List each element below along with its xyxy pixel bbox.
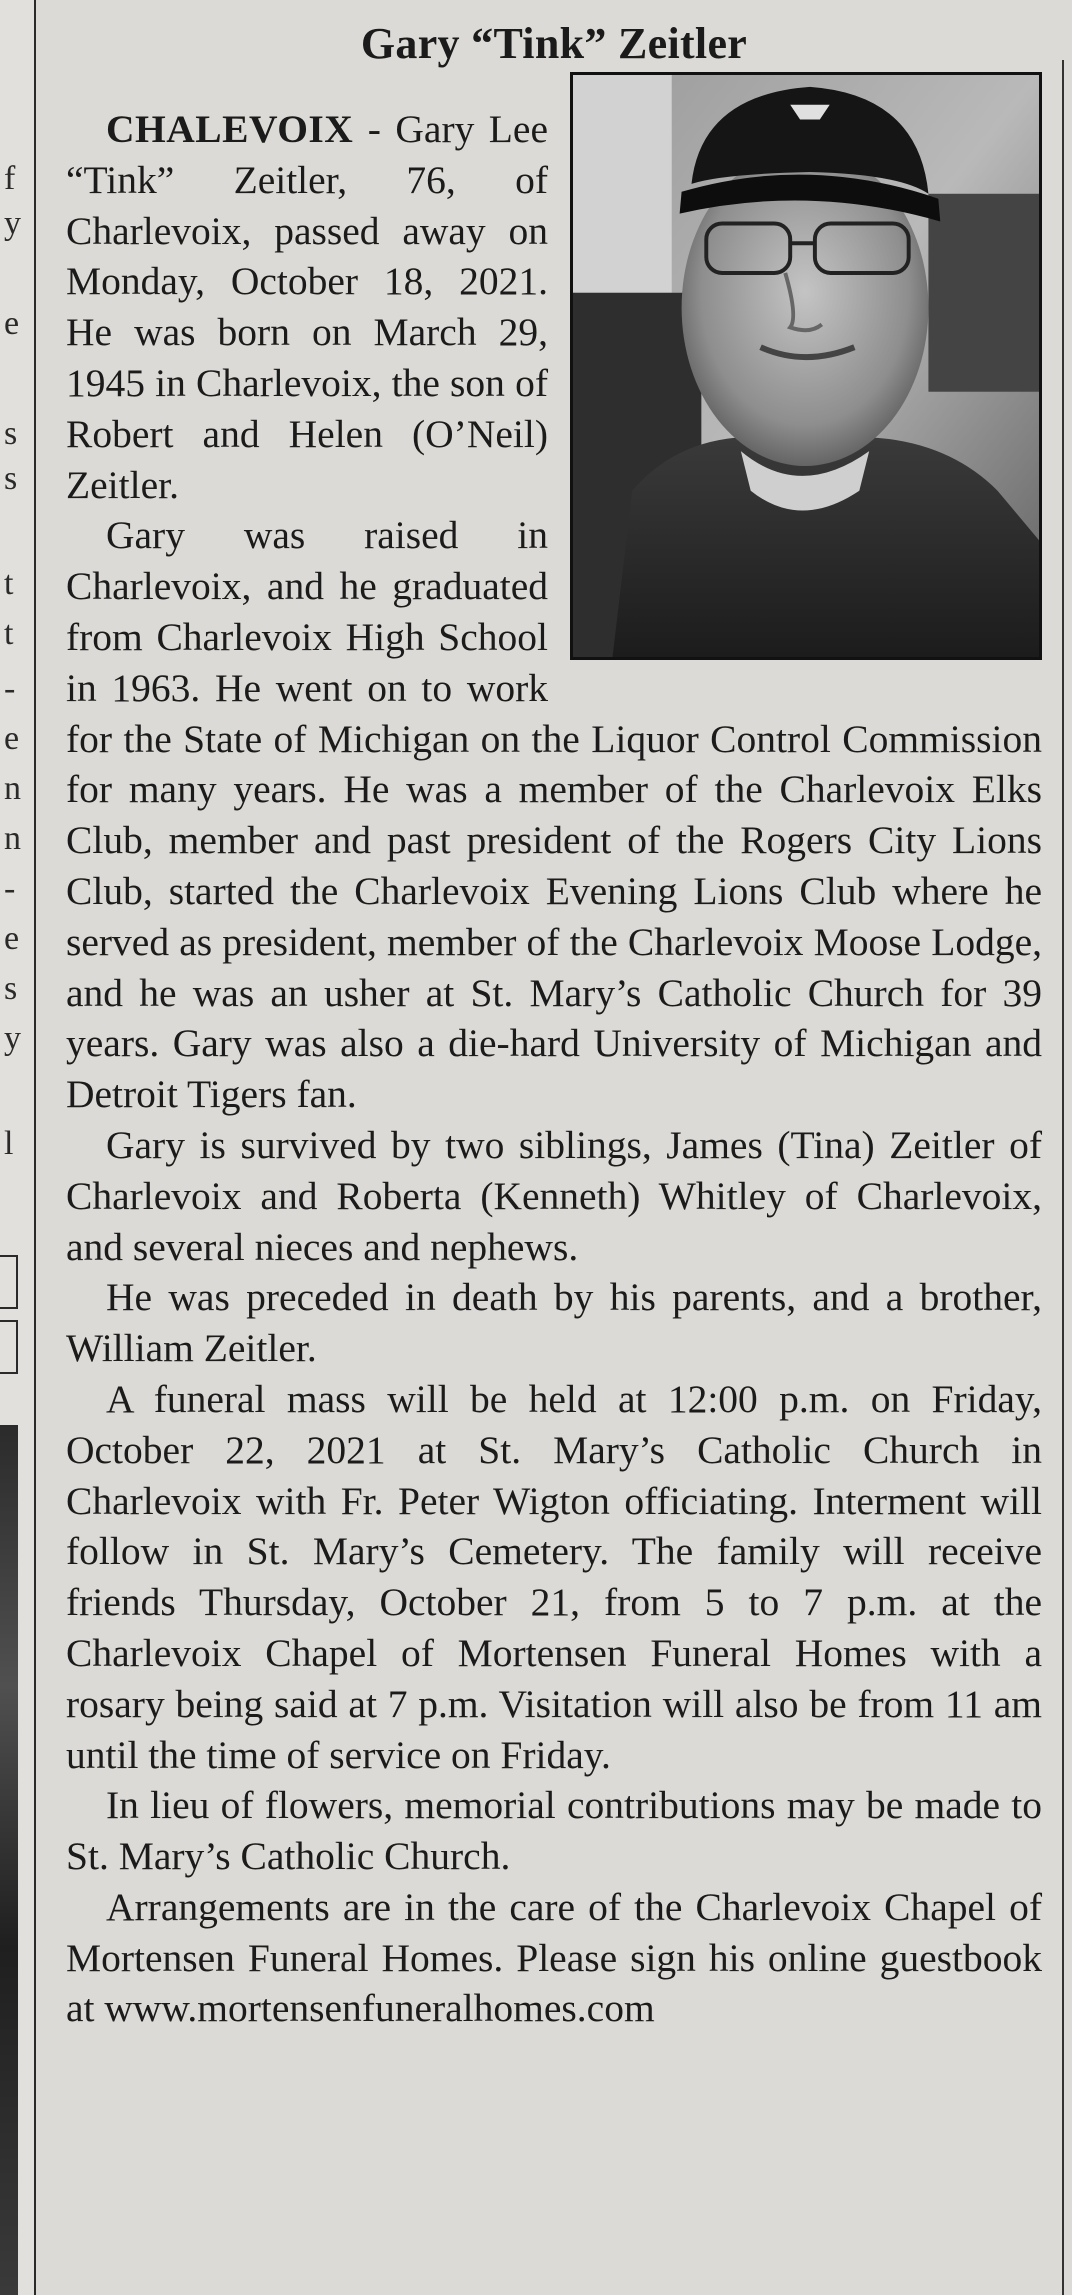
fragment-letter: y [4,205,21,242]
paragraph-6: In lieu of flowers, memorial contributions may be made to St. Mary’s Catholic Church. [66,1783,1042,1879]
fragment-letter: l [4,1125,14,1162]
fragment-letter: t [4,565,14,602]
column-border [1062,60,1064,2295]
fragment-box [0,1320,18,1374]
adjacent-column-fragment [0,0,34,2295]
column-divider [34,0,36,2295]
portrait-photo [570,72,1042,660]
fragment-letter: y [4,1020,21,1057]
fragment-letter: s [4,970,18,1007]
fragment-letter: - [4,670,16,707]
fragment-letter: t [4,615,14,652]
fragment-letter: - [4,870,16,907]
fragment-letter: n [4,820,21,857]
paragraph-2: Gary was raised in Charlevoix, and he graduated from Charlevoix High School in 1963. He went on to work for the State of Michigan on the Liquor Control Commission for many years. He was a member of the Charlevoix Elks Club, member and past president of the Rogers City Lions Club, started the Charlevoix Evening Lions Club where he served as president, member of the Charlevoix Moose Lodge, and he was an usher at St. Mary’s Catholic Church for 39 years. Gary was also a die-hard University of Michigan and Detroit Tigers fan. [66,513,1042,1117]
paragraph-7: Arrangements are in the care of the Charlevoix Chapel of Mortensen Funeral Homes. Please sign his online guestbook at www.mortensenfuneralhomes.com [66,1884,1042,2031]
fragment-letter: e [4,920,20,957]
fragment-letter: n [4,770,21,807]
fragment-letter: s [4,415,18,452]
fragment-letter: e [4,720,20,757]
fragment-letter: f [4,160,16,197]
headline: Gary “Tink” Zeitler [360,19,748,68]
adjacent-photo-edge [0,1425,18,2295]
article-body [66,104,1042,2034]
obituary-article [66,0,1042,2034]
fragment-letter: s [4,460,18,497]
paragraph-1-text: - Gary Lee “Tink” Zeitler, 76, of Charlevoix, passed away on Monday, October 18, 2021. He was born on March 29, 1945 in Charlevoix, the son of Robert and Helen (O’Neil) Zeitler. [66,107,548,507]
dateline: CHALEVOIX [106,107,354,151]
paragraph-5: A funeral mass will be held at 12:00 p.m. on Friday, October 22, 2021 at St. Mary’s Catholic Church in Charlevoix with Fr. Peter Wigton officiating. Interment will follow in St. Mary’s Cemetery. The family will receive friends Thursday, October 21, from 5 to 7 p.m. at the Charlevoix Chapel of Mortensen Funeral Homes with a rosary being said at 7 p.m. Visitation will also be from 11 am until the time of service on Friday. [66,1376,1042,1777]
paragraph-4: He was preceded in death by his parents, and a brother, William Zeitler. [66,1275,1042,1371]
fragment-letter: e [4,305,20,342]
portrait-image [573,75,1039,657]
fragment-box [0,1255,18,1309]
paragraph-3: Gary is survived by two siblings, James (Tina) Zeitler of Charlevoix and Roberta (Kenneth) Whitley of Charlevoix, and several nieces and nephews. [66,1122,1042,1269]
